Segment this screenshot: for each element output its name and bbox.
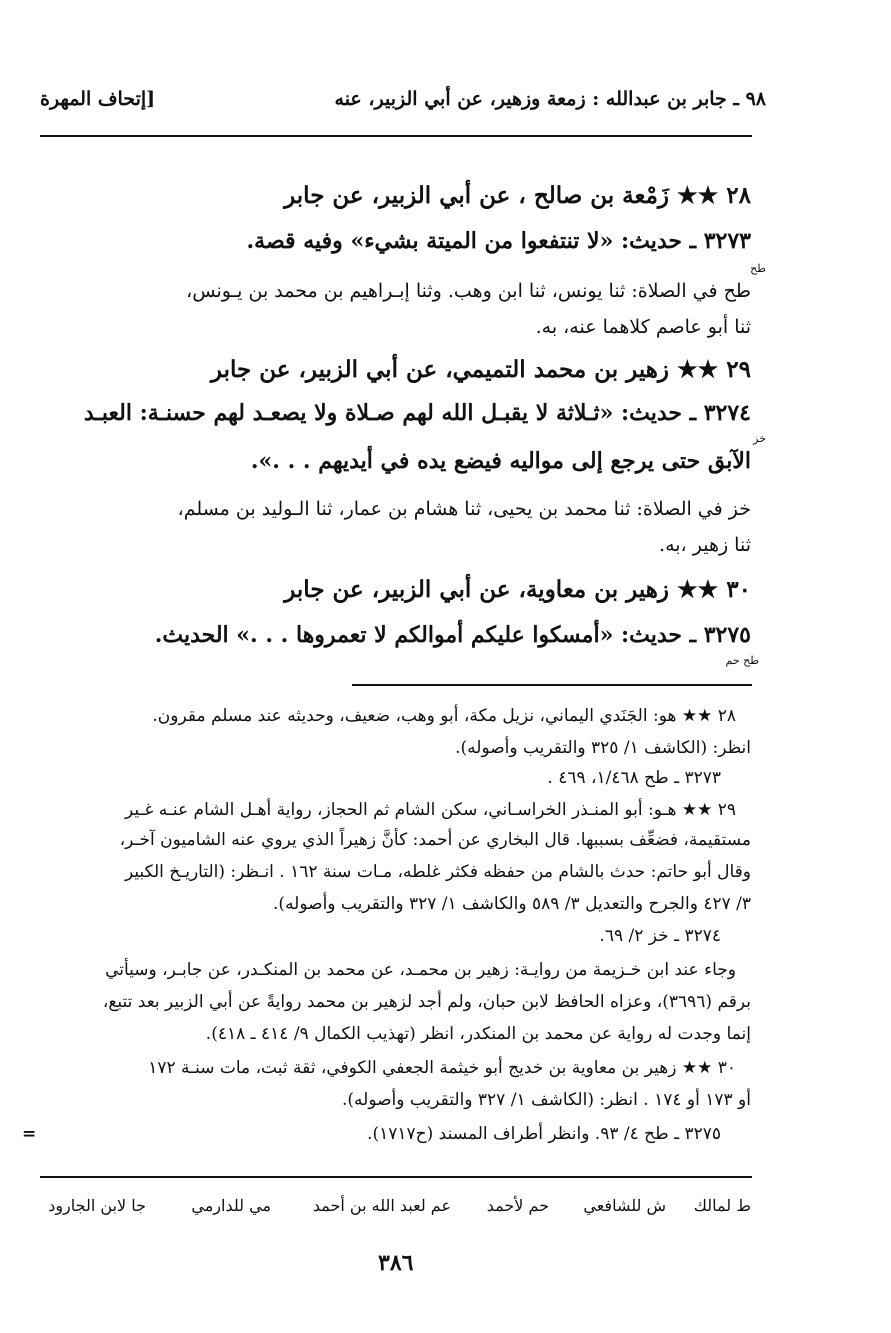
hadith-text: الآبق حتى يرجع إلى مواليه فيضع يده في أيديهم . . .». <box>250 448 751 474</box>
abbr-item: مي للدارمي <box>191 1196 271 1215</box>
footnote-line: ٣/ ٤٢٧ والجرح والتعديل ٣/ ٥٨٩ والكاشف ١/ ٣٢٧ والتقريب وأصوله). <box>273 894 751 914</box>
footnote-rule <box>352 684 752 686</box>
isnad-line: خز في الصلاة: ثنا محمد بن يحيى، ثنا هشام بن عمار، ثنا الـوليد بن مسلم، <box>177 498 751 520</box>
footnote-line: انظر: (الكاشف ١/ ٣٢٥ والتقريب وأصوله). <box>455 738 751 758</box>
isnad-line: طح في الصلاة: ثنا يونس، ثنا ابن وهب. وثنا إبـراهيم بن محمد بن يـونس، <box>186 280 751 302</box>
hadith-text: ٣٢٧٤ ـ حديث: «ثـلاثة لا يقبـل الله لهم صـلاة ولا يصعـد لهم حسنـة: العبـد <box>83 400 751 426</box>
siglum-note: طح حم <box>725 654 759 667</box>
page-number: ٣٨٦ <box>378 1250 414 1276</box>
abbr-item: عم لعبد الله بن أحمد <box>312 1196 451 1215</box>
footnote-line: وجاء عند ابن خـزيمة من روايـة: زهير بن محمـد، عن محمد بن المنكـدر، عن جابـر، وسيأتي <box>105 960 736 980</box>
footnote-line: ٣٠ ★★ زهير بن معاوية بن خديج أبو خيثمة الجعفي الكوفي، ثقة ثبت، مات سنـة ١٧٢ <box>148 1058 736 1078</box>
abbr-item: جا لابن الجارود <box>48 1196 146 1215</box>
abbr-item: ش للشافعي <box>583 1196 666 1215</box>
running-header-book: [إتحاف المهرة <box>40 88 156 110</box>
siglum-note: طح <box>750 262 766 275</box>
abbreviations-rule <box>40 1176 752 1178</box>
section-title: ٢٩ ★★ زهير بن محمد التميمي، عن أبي الزبير، عن جابر <box>210 356 751 383</box>
footnote-line: ٢٩ ★★ هـو: أبو المنـذر الخراسـاني، سكن الشام ثم الحجاز، رواية أهـل الشام عنـه غـير <box>124 800 736 820</box>
section-title: ٢٨ ★★ زَمْعة بن صالح ، عن أبي الزبير، عن جابر <box>284 182 751 209</box>
footnote-line: إنما وجدت له رواية عن محمد بن المنكدر، انظر (تهذيب الكمال ٩/ ٤١٤ ـ ٤١٨). <box>205 1024 751 1044</box>
footnote-line: ٣٢٧٥ ـ طح ٤/ ٩٣. وانظر أطراف المسند (ح١٧١٧). <box>367 1124 721 1144</box>
section-title: ٣٠ ★★ زهير بن معاوية، عن أبي الزبير، عن جابر <box>284 576 751 603</box>
continuation-mark: = <box>22 1124 37 1144</box>
footnote-line: ٣٢٧٤ ـ خز ٢/ ٦٩. <box>599 926 721 946</box>
isnad-line: ثنا أبو عاصم كلاهما عنه، به. <box>535 316 751 338</box>
footnote-line: ٣٢٧٣ ـ طح ١/٤٦٨، ٤٦٩ . <box>547 768 721 788</box>
running-header-chapter: ٩٨ ـ جابر بن عبدالله : زمعة وزهير، عن أبي الزبير، عنه <box>334 88 766 110</box>
hadith-text: ٣٢٧٥ ـ حديث: «أمسكوا عليكم أموالكم لا تعمروها . . .» الحديث. <box>154 622 751 648</box>
footnote-line: مستقيمة، فضعِّف بسببها. قال البخاري عن أحمد: كأنَّ زهيراً الذي يروي عنه الشاميون آخـر، <box>119 830 751 850</box>
abbr-item: ط لمالك <box>693 1196 751 1215</box>
isnad-line: ثنا زهير ،به. <box>659 534 751 556</box>
footnote-line: برقم (٣٦٩٦)، وعزاه الحافظ لابن حبان، ولم أجد لزهير بن محمد روايةً عن أبي الزبير بعد تتبع، <box>102 992 751 1012</box>
footnote-line: ٢٨ ★★ هو: الجَنَدي اليماني، نزيل مكة، أبو وهب، ضعيف، وحديثه عند مسلم مقرون. <box>152 706 736 726</box>
footnote-line: وقال أبو حاتم: حدث بالشام من حفظه فكثر غلطه، مـات سنة ١٦٢ . انـظر: (التاريـخ الكبير <box>124 862 751 882</box>
abbr-item: حم لأحمد <box>486 1196 549 1215</box>
header-rule <box>40 135 752 137</box>
footnote-line: أو ١٧٣ أو ١٧٤ . انظر: (الكاشف ١/ ٣٢٧ والتقريب وأصوله). <box>341 1090 751 1110</box>
siglum-note: خز <box>753 432 766 445</box>
hadith-text: ٣٢٧٣ ـ حديث: «لا تنتفعوا من الميتة بشيء» وفيه قصة. <box>246 228 751 254</box>
